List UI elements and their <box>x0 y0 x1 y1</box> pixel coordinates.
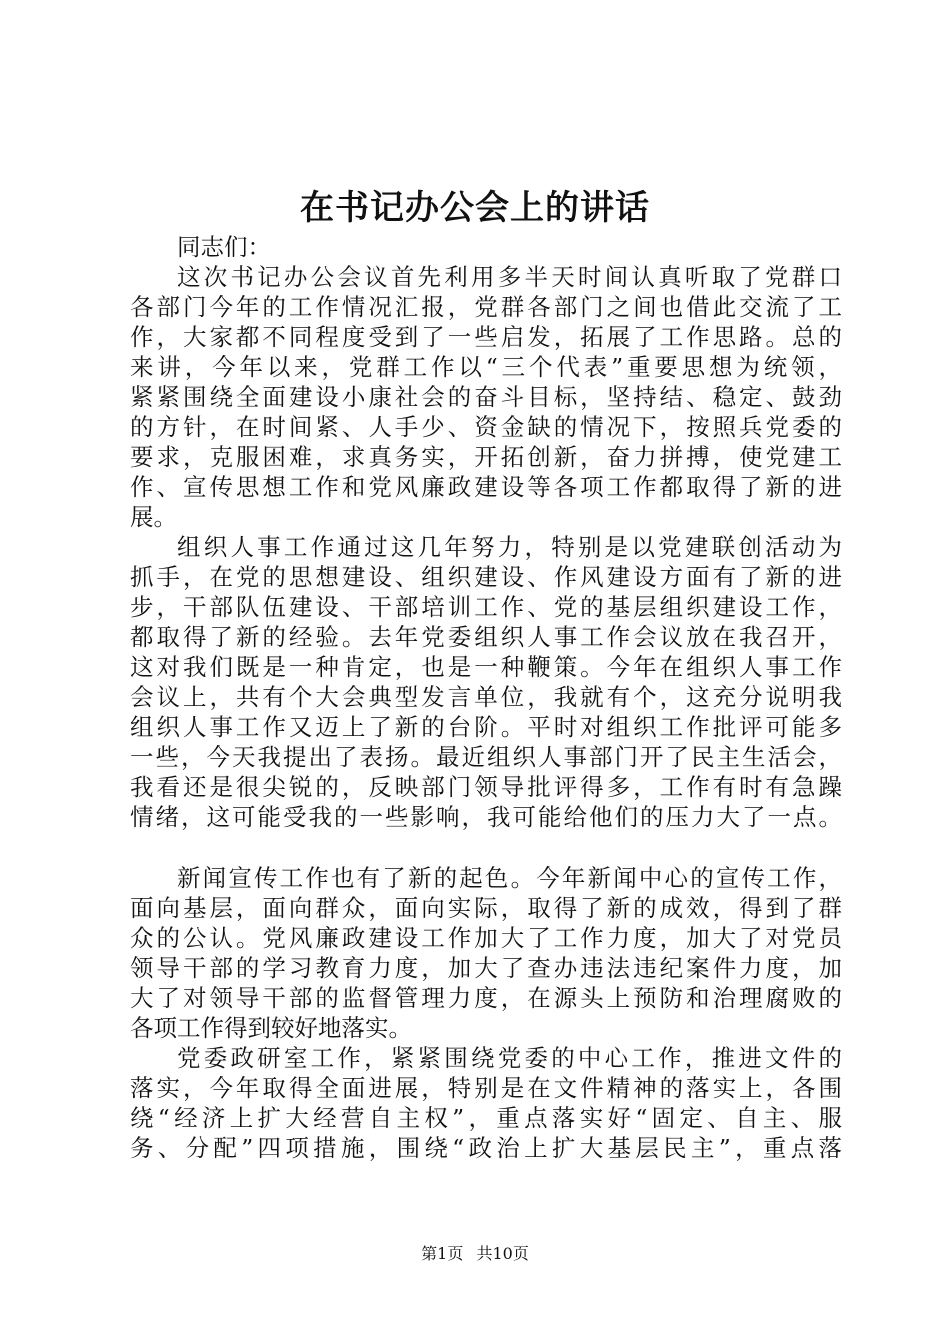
page-total: 共10页 <box>476 1244 529 1263</box>
text-line: 作、宣传思想工作和党风廉政建设等各项工作都取得了新的进 <box>130 473 842 501</box>
text-line: 紧紧围绕全面建设小康社会的奋斗目标，坚持结、稳定、鼓劲 <box>130 383 842 411</box>
text-line: 来讲，今年以来，党群工作以“三个代表”重要思想为统领， <box>130 353 842 381</box>
text-line: 面向基层，面向群众，面向实际，取得了新的成效，得到了群 <box>130 894 842 922</box>
text-line: 情绪，这可能受我的一些影响，我可能给他们的压力大了一点。 <box>130 803 842 831</box>
paragraph-gap <box>130 832 842 863</box>
text-line: 要求，克服困难，求真务实，开拓创新，奋力拼搏，使党建工 <box>130 443 842 471</box>
text-line: 各项工作得到较好地落实。 <box>130 1014 412 1042</box>
document-title: 在书记办公会上的讲话 <box>300 188 650 228</box>
text-line: 作，大家都不同程度受到了一些启发，拓展了工作思路。总的 <box>130 323 842 351</box>
text-line: 大了对领导干部的监督管理力度，在源头上预防和治理腐败的 <box>130 984 842 1012</box>
text-line: 这对我们既是一种肯定，也是一种鞭策。今年在组织人事工作 <box>130 653 842 681</box>
text-line: 步，干部队伍建设、干部培训工作、党的基层组织建设工作， <box>130 593 842 621</box>
text-line: 新闻宣传工作也有了新的起色。今年新闻中心的宣传工作， <box>177 864 842 892</box>
text-line: 抓手，在党的思想建设、组织建设、作风建设方面有了新的进 <box>130 563 842 591</box>
text-line: 绕“经济上扩大经营自主权”，重点落实好“固定、自主、服 <box>130 1104 842 1132</box>
page-footer <box>0 1243 950 1265</box>
text-line: 党委政研室工作，紧紧围绕党委的中心工作，推进文件的 <box>177 1044 842 1072</box>
text-line: 众的公认。党风廉政建设工作加大了工作力度，加大了对党员 <box>130 924 842 952</box>
text-line: 都取得了新的经验。去年党委组织人事工作会议放在我召开， <box>130 623 842 651</box>
text-line: 组织人事工作又迈上了新的台阶。平时对组织工作批评可能多 <box>130 713 842 741</box>
text-line: 组织人事工作通过这几年努力，特别是以党建联创活动为 <box>177 533 842 561</box>
text-line: 一些，今天我提出了表扬。最近组织人事部门开了民主生活会， <box>130 743 842 771</box>
text-line: 会议上，共有个大会典型发言单位，我就有个，这充分说明我 <box>130 683 842 711</box>
text-line: 领导干部的学习教育力度，加大了查办违法违纪案件力度，加 <box>130 954 842 982</box>
text-line: 我看还是很尖锐的，反映部门领导批评得多，工作有时有急躁 <box>130 773 842 801</box>
text-line: 的方针，在时间紧、人手少、资金缺的情况下，按照兵党委的 <box>130 413 842 441</box>
text-line: 展。 <box>130 503 177 531</box>
text-line: 务、分配”四项措施，围绕“政治上扩大基层民主”，重点落 <box>130 1134 842 1162</box>
text-line: 各部门今年的工作情况汇报，党群各部门之间也借此交流了工 <box>130 293 842 321</box>
text-line: 落实，今年取得全面进展，特别是在文件精神的落实上，各围 <box>130 1074 842 1102</box>
document-body <box>130 232 842 1163</box>
text-line: 这次书记办公会议首先利用多半天时间认真听取了党群口 <box>177 263 842 291</box>
page-number: 第1页 <box>421 1244 464 1263</box>
text-line: 同志们： <box>177 233 271 261</box>
